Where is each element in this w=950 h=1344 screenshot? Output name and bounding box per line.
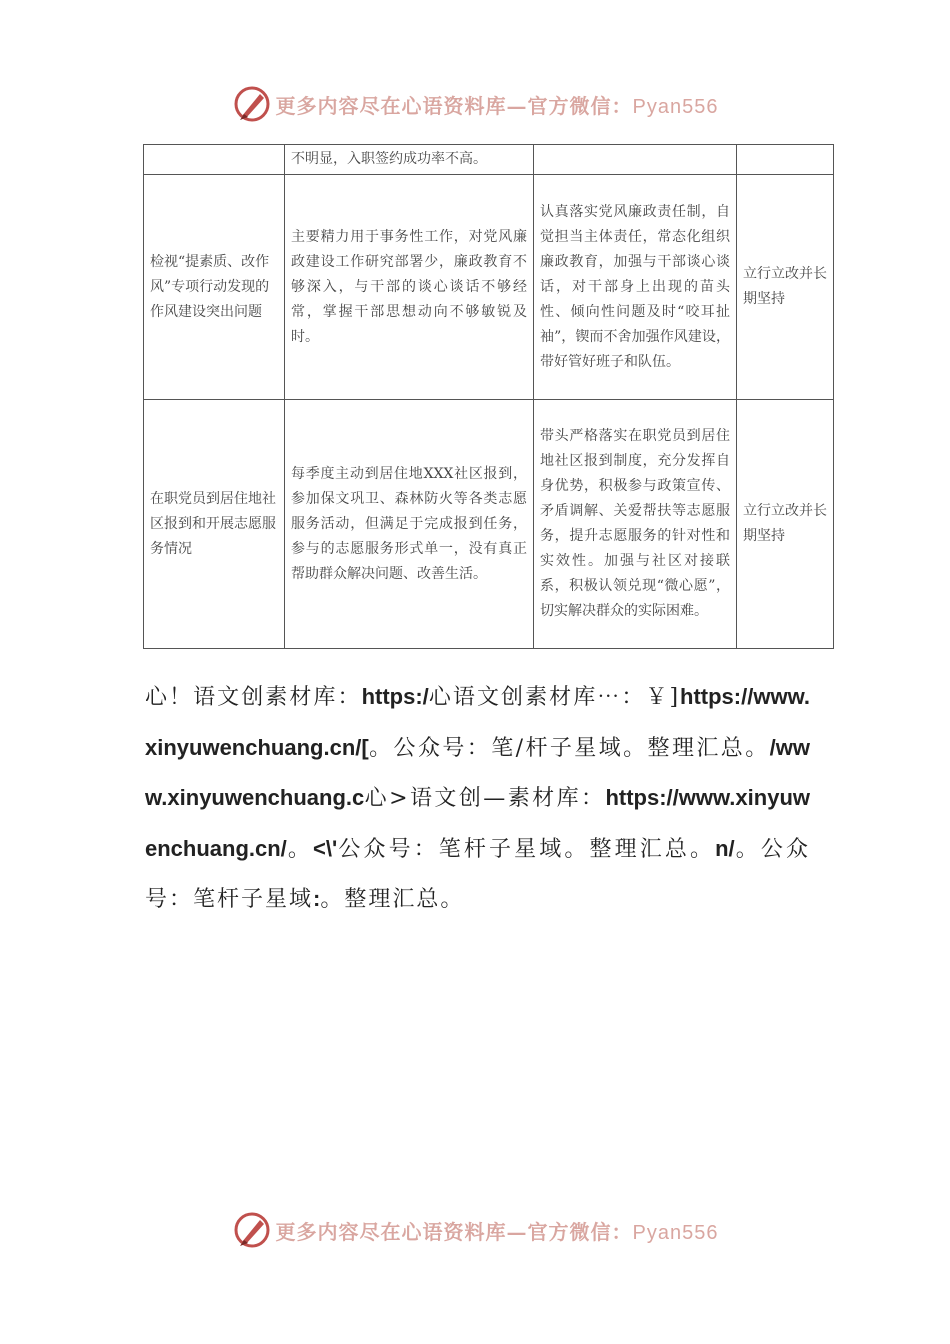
rectification-table xyxy=(143,144,834,649)
pen-logo-icon xyxy=(232,84,272,124)
body-text-segment: 心>语文创—素材库： xyxy=(364,786,606,811)
body-link-text: https:/ xyxy=(361,684,429,709)
table-cell-problem: 不明显，入职签约成功率不高。 xyxy=(285,145,534,175)
table-cell-deadline xyxy=(737,145,834,175)
table-cell-problem: 每季度主动到居住地XXX社区报到，参加保文巩卫、森林防火等各类志愿服务活动，但满足于完成报到任务，参与的志愿服务形式单一，没有真正帮助群众解决问题、改善生活。 xyxy=(285,400,534,649)
body-text-segment: 。整理汇总。 xyxy=(320,887,465,912)
table-cell-deadline: 立行立改并长期坚持 xyxy=(737,175,834,400)
table-cell-measure: 带头严格落实在职党员到居住地社区报到制度，充分发挥自身优势，积极参与政策宣传、矛盾调解、关爱帮扶等志愿服务，提升志愿服务的针对性和实效性。加强与社区对接联系，积极认领兑现“微心愿”，切实解决群众的实际困难。 xyxy=(534,400,737,649)
body-text-segment: 心！语文创素材库： xyxy=(145,685,362,710)
body-paragraph xyxy=(145,672,810,925)
body-text-segment: 。公众号：笔/杆子星域。整理汇总。 xyxy=(368,735,770,761)
footer-wechat-id: Pyan556 xyxy=(632,1221,719,1244)
body-text-segment: <\' xyxy=(313,835,338,861)
pen-logo-icon xyxy=(232,1210,272,1250)
body-link-text: https://www.xinyuwenchuang.cn/[ xyxy=(145,684,810,760)
table-cell-item xyxy=(144,145,285,175)
body-text-segment: 心语文创素材库⋯：￥] xyxy=(428,685,681,710)
header-wechat-id: Pyan556 xyxy=(632,95,719,118)
body-text-segment: 公众号：笔杆子星域。整理汇总。 xyxy=(337,836,716,862)
table-cell-problem: 主要精力用于事务性工作，对党风廉政建设工作研究部署少，廉政教育不够深入，与干部的谈心谈话不够经常，掌握干部思想动向不够敏锐及时。 xyxy=(285,175,534,400)
table-row xyxy=(144,175,834,400)
body-text-segment: 。 xyxy=(286,836,314,862)
body-link-text: https://www.xinyuwenchuang.cn/ xyxy=(145,785,810,861)
body-text-segment: : xyxy=(313,886,321,911)
body-text-segment: 。公众号：笔杆子星域 xyxy=(145,836,810,912)
header-banner xyxy=(0,82,950,126)
table-row xyxy=(144,400,834,649)
footer-banner-text: 更多内容尽在心语资料库—官方微信：Pyan556 xyxy=(275,1219,719,1244)
body-link-text: /www.xinyuwenchuang.c xyxy=(145,734,810,810)
table-cell-deadline: 立行立改并长期坚持 xyxy=(737,400,834,649)
body-link-text: n/ xyxy=(715,835,735,861)
table-cell-item: 检视“提素质、改作风”专项行动发现的作风建设突出问题 xyxy=(144,175,285,400)
table-cell-item: 在职党员到居住地社区报到和开展志愿服务情况 xyxy=(144,400,285,649)
table-row xyxy=(144,145,834,175)
table-cell-measure xyxy=(534,145,737,175)
footer-banner xyxy=(0,1208,950,1252)
header-banner-text: 更多内容尽在心语资料库—官方微信：Pyan556 xyxy=(275,93,719,118)
table-cell-measure: 认真落实党风廉政责任制，自觉担当主体责任，常态化组织廉政教育，加强与干部谈心谈话，对干部身上出现的苗头性、倾向性问题及时“咬耳扯袖”，锲而不舍加强作风建设，带好管好班子和队伍。 xyxy=(534,175,737,400)
